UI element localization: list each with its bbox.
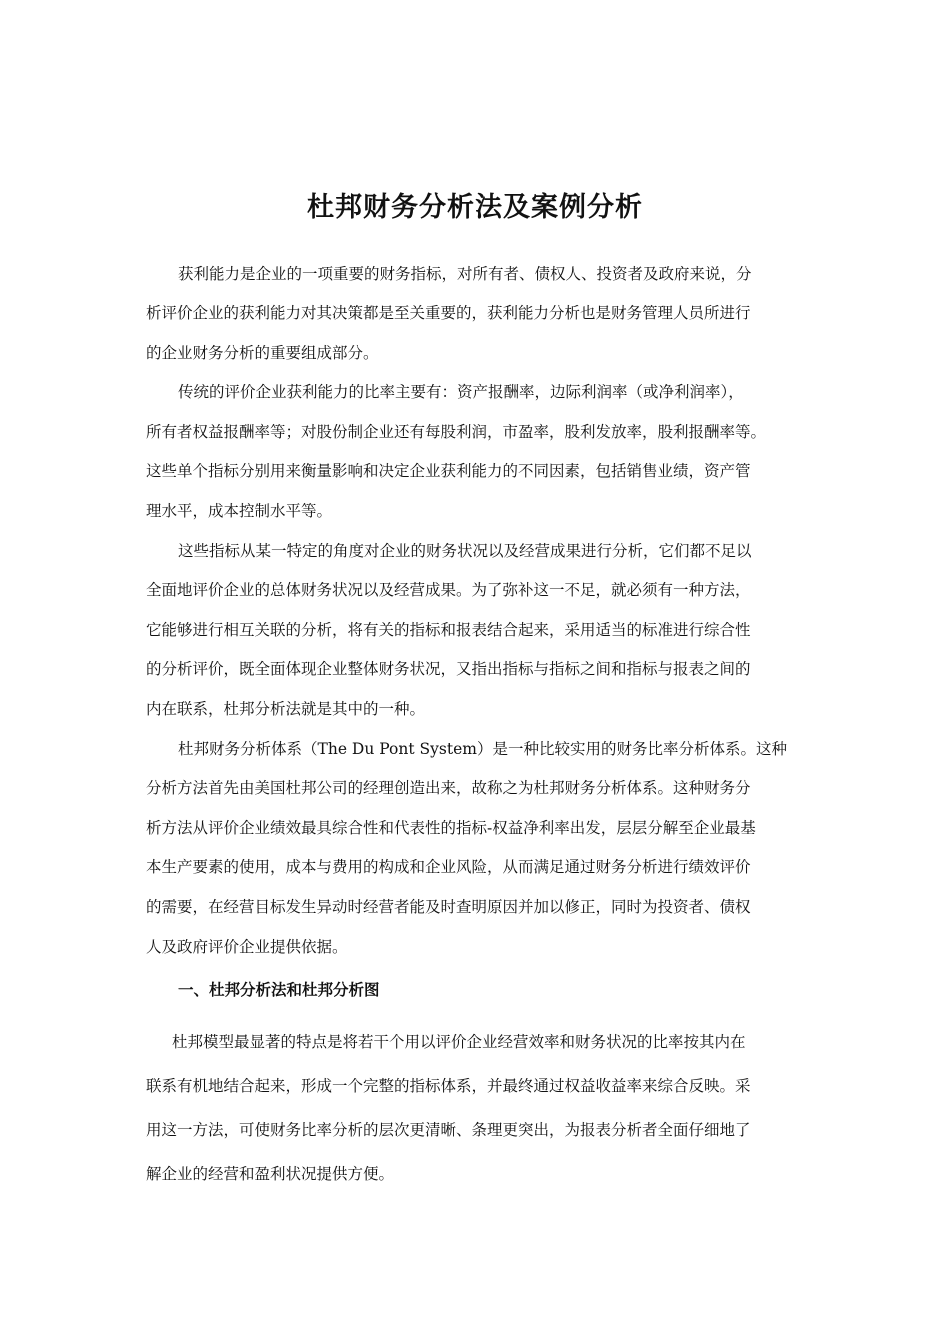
paragraph-4-line-6: 人及政府评价企业提供依据。 (146, 938, 348, 956)
paragraph-2-line-4: 理水平，成本控制水平等。 (146, 502, 333, 520)
paragraph-4-line-4: 本生产要素的使用，成本与费用的构成和企业风险，从而满足通过财务分析进行绩效评价 (146, 858, 751, 876)
paragraph-3-line-1: 这些指标从某一特定的角度对企业的财务状况以及经营成果进行分析，它们都不足以 (178, 542, 752, 560)
paragraph-3-line-3: 它能够进行相互关联的分析，将有关的指标和报表结合起来，采用适当的标准进行综合性 (146, 621, 751, 639)
paragraph-3-line-5: 内在联系，杜邦分析法就是其中的一种。 (146, 700, 426, 718)
paragraph-2-line-3: 这些单个指标分别用来衡量影响和决定企业获利能力的不同因素，包括销售业绩，资产管 (146, 462, 751, 480)
paragraph-4-line-2: 分析方法首先由美国杜邦公司的经理创造出来，故称之为杜邦财务分析体系。这种财务分 (146, 779, 751, 797)
paragraph-3-line-2: 全面地评价企业的总体财务状况以及经营成果。为了弥补这一不足，就必须有一种方法， (146, 581, 751, 599)
paragraph-2-line-2: 所有者权益报酬率等；对股份制企业还有每股利润，市盈率，股利发放率，股利报酬率等。 (146, 423, 767, 441)
paragraph-3-line-4: 的分析评价，既全面体现企业整体财务状况，又指出指标与指标之间和指标与报表之间的 (146, 660, 751, 678)
section-paragraph-line-4: 解企业的经营和盈利状况提供方便。 (146, 1165, 395, 1183)
paragraph-4-line-5: 的需要，在经营目标发生异动时经营者能及时查明原因并加以修正，同时为投资者、债权 (146, 898, 751, 916)
paragraph-4-line-3: 析方法从评价企业绩效最具综合性和代表性的指标-权益净利率出发，层层分解至企业最基 (146, 819, 756, 837)
section-paragraph-line-2: 联系有机地结合起来，形成一个完整的指标体系，并最终通过权益收益率来综合反映。采 (146, 1077, 751, 1095)
paragraph-2-line-1: 传统的评价企业获利能力的比率主要有：资产报酬率，边际利润率（或净利润率）， (178, 383, 744, 401)
section-paragraph-line-3: 用这一方法，可使财务比率分析的层次更清晰、条理更突出，为报表分析者全面仔细地了 (146, 1121, 751, 1139)
paragraph-1-line-1: 获利能力是企业的一项重要的财务指标，对所有者、债权人、投资者及政府来说，分 (178, 265, 752, 283)
paragraph-4-line-1: 杜邦财务分析体系（The Du Pont System）是一种比较实用的财务比率分析体系。这种 (178, 740, 787, 758)
paragraph-1-line-3: 的企业财务分析的重要组成部分。 (146, 344, 379, 362)
section-paragraph-line-1: 杜邦模型最显著的特点是将若干个用以评价企业经营效率和财务状况的比率按其内在 (172, 1033, 746, 1051)
document-title: 杜邦财务分析法及案例分析 (307, 192, 643, 223)
section-heading: 一、杜邦分析法和杜邦分析图 (178, 980, 380, 999)
paragraph-1-line-2: 析评价企业的获利能力对其决策都是至关重要的，获利能力分析也是财务管理人员所进行 (146, 304, 751, 322)
